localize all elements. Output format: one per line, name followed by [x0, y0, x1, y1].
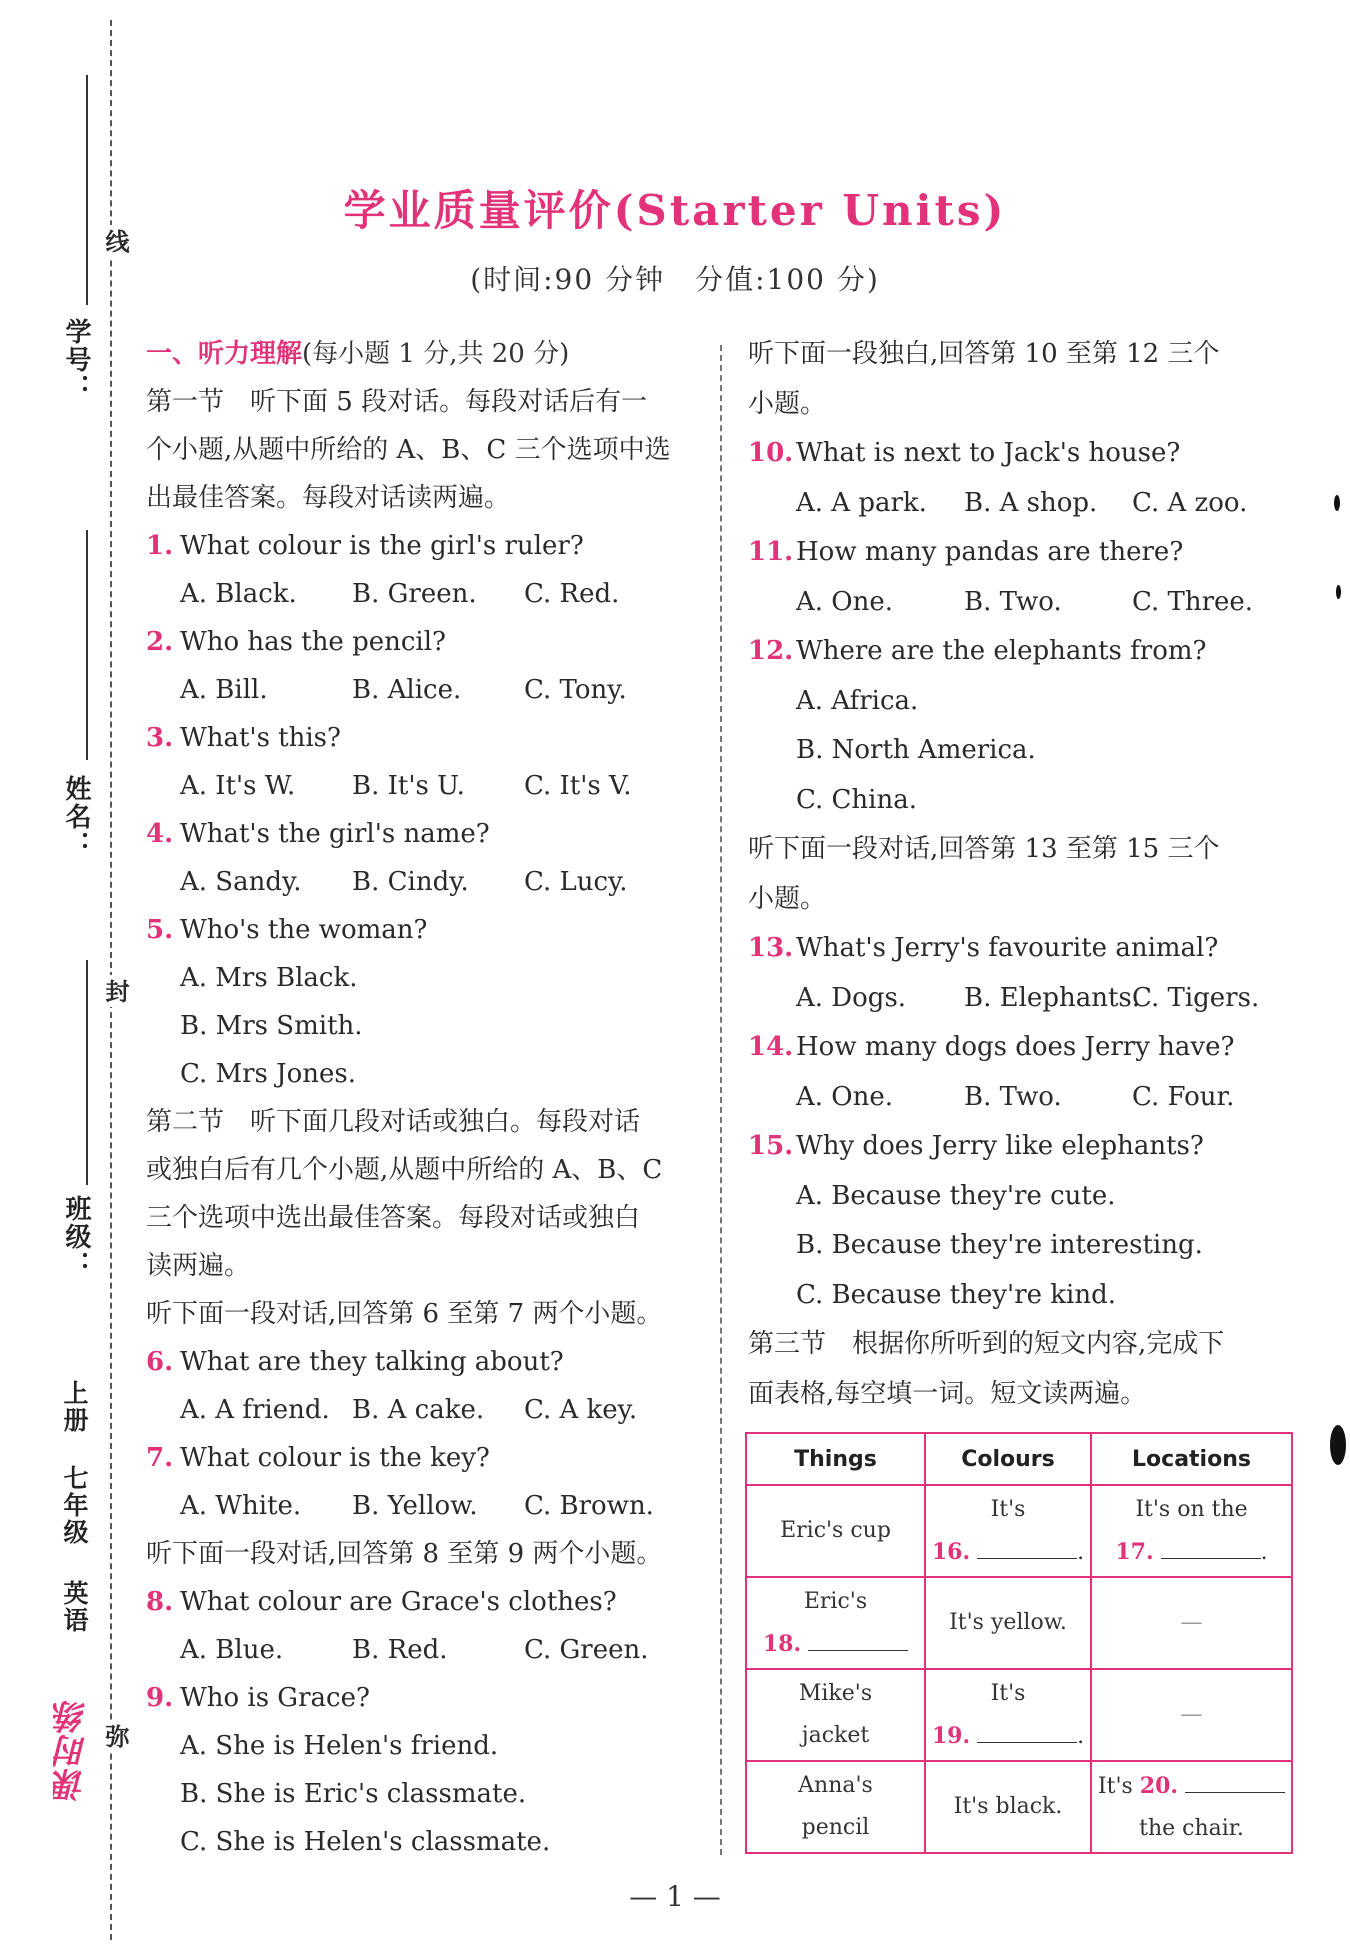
location-prefix: It's on the — [1135, 1496, 1248, 1522]
part1-instruction-2: 个小题,从题中所给的 A、B、C 三个选项中选 — [146, 435, 671, 465]
intro-6-7: 听下面一段对话,回答第 6 至第 7 两个小题。 — [146, 1299, 663, 1329]
option-b[interactable]: B. Two. — [964, 1081, 1062, 1112]
blank-19[interactable]: 19. . — [927, 1715, 1089, 1758]
thing-cell: Eric's cup — [746, 1485, 925, 1577]
question-number: 8. — [146, 1587, 174, 1617]
option-b[interactable]: B. A cake. — [352, 1395, 485, 1425]
colour-cell — [925, 1669, 1091, 1761]
brand-logo: 课时练 — [53, 1700, 93, 1802]
location-cell — [1091, 1485, 1292, 1577]
option-b[interactable]: B. North America. — [796, 735, 1036, 765]
options-14 — [748, 1073, 1308, 1123]
option-b[interactable]: B. It's U. — [352, 771, 465, 801]
thing-line-2: pencil — [801, 1815, 870, 1840]
question-11 — [748, 528, 1308, 578]
option-b[interactable]: B. A shop. — [964, 487, 1098, 518]
colour-prefix: It's — [990, 1496, 1026, 1522]
question-13 — [748, 924, 1308, 974]
option-a[interactable]: A. One. — [796, 1081, 894, 1112]
question-text: What colour is the key? — [180, 1443, 490, 1473]
intro-13-15-b: 小题。 — [748, 883, 827, 914]
blank-number: 16. — [931, 1538, 971, 1565]
option-b[interactable]: B. She is Eric's classmate. — [180, 1779, 527, 1809]
blank-number: 20. — [1139, 1772, 1179, 1799]
option-a[interactable]: A. Because they're cute. — [796, 1180, 1116, 1211]
options-2 — [146, 666, 696, 714]
option-c[interactable]: C. China. — [796, 784, 917, 815]
option-c[interactable]: C. Mrs Jones. — [180, 1059, 356, 1089]
question-text: What's this? — [180, 723, 341, 753]
scan-speck — [1336, 585, 1341, 599]
question-text: Who's the woman? — [180, 915, 428, 945]
header-locations: Locations — [1091, 1433, 1292, 1485]
question-text: Why does Jerry like elephants? — [796, 1131, 1204, 1161]
option-c[interactable]: C. Tony. — [524, 675, 627, 705]
subject-label: 英语 — [60, 1580, 89, 1634]
question-text: What's the girl's name? — [180, 819, 490, 849]
cut-char-mi: 弥 — [98, 1720, 133, 1752]
option-c[interactable]: C. Green. — [524, 1635, 649, 1665]
option-c[interactable]: C. Lucy. — [524, 867, 628, 897]
question-text: Who has the pencil? — [180, 627, 446, 657]
right-column — [748, 330, 1308, 1419]
question-text: Where are the elephants from? — [796, 636, 1207, 666]
blank-17[interactable]: 17. . — [1093, 1531, 1290, 1574]
question-2 — [146, 618, 696, 666]
exam-info: (时间:90 分钟 分值:100 分) — [470, 263, 880, 296]
part2-instruction-1: 第二节 听下面几段对话或独白。每段对话 — [146, 1107, 641, 1137]
option-c[interactable]: C. Red. — [524, 579, 620, 609]
colour-cell — [925, 1485, 1091, 1577]
question-number: 7. — [146, 1443, 174, 1473]
options-7 — [146, 1482, 696, 1530]
page-title: 学业质量评价(Starter Units) — [343, 186, 1007, 235]
scan-speck — [1330, 1425, 1346, 1465]
question-7 — [146, 1434, 696, 1482]
page-number: — 1 — — [629, 1880, 721, 1913]
table-row — [746, 1761, 1292, 1853]
intro-10-12-b: 小题。 — [748, 388, 827, 419]
options-8 — [146, 1626, 696, 1674]
option-a[interactable]: A. White. — [180, 1491, 302, 1521]
option-a[interactable]: A. She is Helen's friend. — [180, 1731, 499, 1761]
question-number: 11. — [748, 537, 794, 567]
location-cell — [1091, 1761, 1292, 1853]
option-c[interactable]: C. A key. — [524, 1395, 638, 1425]
colour-prefix: It's — [990, 1680, 1026, 1706]
question-number: 5. — [146, 915, 174, 945]
question-number: 6. — [146, 1347, 174, 1377]
name-label: 姓名： — [61, 775, 91, 859]
question-text: What colour is the girl's ruler? — [180, 531, 584, 561]
blank-20[interactable] — [1093, 1765, 1290, 1808]
question-1 — [146, 522, 696, 570]
question-10 — [748, 429, 1308, 479]
question-5 — [146, 906, 696, 954]
volume-label: 上册 — [60, 1380, 89, 1434]
option-b[interactable]: B. Elephants. — [964, 982, 1141, 1013]
option-a[interactable]: A. Mrs Black. — [180, 963, 358, 993]
thing-cell — [746, 1761, 925, 1853]
question-8 — [146, 1578, 696, 1626]
thing-cell — [746, 1577, 925, 1669]
question-text: How many pandas are there? — [796, 537, 1184, 567]
question-text: What colour are Grace's clothes? — [180, 1587, 617, 1617]
question-number: 10. — [748, 438, 794, 468]
table-row — [746, 1577, 1292, 1669]
class-label: 班级： — [61, 1195, 91, 1279]
option-a[interactable]: A. Blue. — [180, 1635, 284, 1665]
question-14 — [748, 1023, 1308, 1073]
header-things: Things — [746, 1433, 925, 1485]
table-row — [746, 1485, 1292, 1577]
section-note: (每小题 1 分,共 20 分) — [302, 339, 570, 369]
blank-number: 17. — [1115, 1538, 1154, 1565]
intro-13-15-a: 听下面一段对话,回答第 13 至第 15 三个 — [748, 834, 1220, 864]
cut-char-feng: 封 — [98, 975, 133, 1007]
option-a[interactable]: A. A friend. — [180, 1395, 330, 1425]
question-text: What's Jerry's favourite animal? — [796, 933, 1219, 963]
option-c[interactable]: C. She is Helen's classmate. — [180, 1827, 551, 1857]
option-b[interactable]: B. Cindy. — [352, 867, 469, 897]
option-c[interactable]: C. Because they're kind. — [796, 1279, 1117, 1310]
option-a[interactable]: A. It's W. — [180, 771, 296, 801]
option-b[interactable]: B. Alice. — [352, 675, 462, 705]
options-3 — [146, 762, 696, 810]
question-number: 13. — [748, 933, 794, 963]
part3-instruction-1: 第三节 根据你所听到的短文内容,完成下 — [748, 1329, 1225, 1359]
option-a[interactable]: A. Sandy. — [180, 867, 302, 897]
option-c[interactable]: C. A zoo. — [1132, 487, 1248, 518]
answer-blank[interactable] — [977, 1720, 1077, 1743]
question-text: What are they talking about? — [180, 1347, 564, 1377]
answer-blank[interactable] — [1185, 1770, 1285, 1793]
option-b[interactable]: B. Green. — [352, 579, 477, 609]
option-a[interactable]: A. Bill. — [180, 675, 268, 705]
question-4 — [146, 810, 696, 858]
option-b[interactable]: B. Mrs Smith. — [180, 1011, 363, 1041]
colour-cell: It's yellow. — [925, 1577, 1091, 1669]
options-1 — [146, 570, 696, 618]
question-number: 9. — [146, 1683, 174, 1713]
intro-8-9: 听下面一段对话,回答第 8 至第 9 两个小题。 — [146, 1539, 663, 1569]
blank-number: 19. — [931, 1722, 971, 1749]
option-a[interactable]: A. Dogs. — [796, 982, 907, 1013]
thing-line-1: Anna's — [798, 1773, 873, 1798]
option-a[interactable]: A. A park. — [796, 487, 927, 518]
question-9 — [146, 1674, 696, 1722]
question-number: 4. — [146, 819, 174, 849]
question-number: 1. — [146, 531, 174, 561]
thing-line-2: jacket — [801, 1723, 870, 1748]
question-number: 14. — [748, 1032, 794, 1062]
option-b[interactable]: B. Yellow. — [352, 1491, 478, 1521]
part3-instruction-2: 面表格,每空填一词。短文读两遍。 — [748, 1378, 1147, 1409]
question-12 — [748, 627, 1308, 677]
part2-instruction-4: 读两遍。 — [146, 1251, 251, 1281]
fill-in-table — [745, 1432, 1293, 1854]
question-text: What is next to Jack's house? — [796, 438, 1181, 468]
question-3 — [146, 714, 696, 762]
option-a[interactable]: A. One. — [796, 586, 894, 617]
question-number: 12. — [748, 636, 794, 666]
column-divider — [720, 345, 722, 1855]
location-cell: — — [1091, 1669, 1292, 1761]
question-number: 2. — [146, 627, 174, 657]
student-id-label: 学号： — [61, 318, 91, 402]
options-10 — [748, 479, 1308, 529]
blank-number: 18. — [762, 1630, 802, 1657]
question-text: Who is Grace? — [180, 1683, 370, 1713]
location-prefix: It's — [1097, 1773, 1133, 1799]
options-11 — [748, 578, 1308, 628]
thing-cell — [746, 1669, 925, 1761]
answer-blank[interactable] — [977, 1536, 1077, 1559]
intro-10-12-a: 听下面一段独白,回答第 10 至第 12 三个 — [748, 339, 1220, 369]
option-b[interactable]: B. Because they're interesting. — [796, 1230, 1203, 1260]
grade-label: 七年级 — [60, 1465, 89, 1546]
table-header-row — [746, 1433, 1292, 1485]
question-6 — [146, 1338, 696, 1386]
scan-speck — [1334, 495, 1340, 511]
options-4 — [146, 858, 696, 906]
option-b[interactable]: B. Red. — [352, 1635, 448, 1665]
option-c[interactable]: C. Four. — [1132, 1081, 1235, 1112]
part1-instruction-1: 第一节 听下面 5 段对话。每段对话后有一 — [146, 387, 648, 417]
section-heading — [146, 330, 696, 378]
blank-16[interactable]: 16. . — [927, 1531, 1089, 1574]
location-cell: — — [1091, 1577, 1292, 1669]
colour-cell: It's black. — [925, 1761, 1091, 1853]
option-c[interactable]: C. Three. — [1132, 586, 1254, 617]
option-c[interactable]: C. Brown. — [524, 1491, 654, 1521]
options-13 — [748, 974, 1308, 1024]
blank-18[interactable] — [748, 1623, 923, 1666]
question-number: 3. — [146, 723, 174, 753]
part2-instruction-3: 三个选项中选出最佳答案。每段对话或独白 — [146, 1203, 641, 1233]
answer-blank[interactable] — [1161, 1536, 1261, 1559]
table-row — [746, 1669, 1292, 1761]
question-15 — [748, 1122, 1308, 1172]
thing-prefix: Eric's — [803, 1588, 868, 1614]
option-c[interactable]: C. Tigers. — [1132, 982, 1260, 1013]
class-line — [86, 960, 88, 1185]
options-6 — [146, 1386, 696, 1434]
question-text: How many dogs does Jerry have? — [796, 1032, 1235, 1062]
answer-blank[interactable] — [808, 1628, 908, 1651]
location-suffix: the chair. — [1139, 1815, 1244, 1841]
header-colours: Colours — [925, 1433, 1091, 1485]
part1-instruction-3: 出最佳答案。每段对话读两遍。 — [146, 483, 511, 513]
option-a[interactable]: A. Africa. — [796, 685, 919, 716]
part2-instruction-2: 或独白后有几个小题,从题中所给的 A、B、C — [146, 1155, 663, 1185]
cut-char-xian: 线 — [98, 225, 133, 257]
section-title: 一、听力理解 — [146, 339, 303, 369]
question-number: 15. — [748, 1131, 794, 1161]
name-line — [86, 530, 88, 760]
option-b[interactable]: B. Two. — [964, 586, 1062, 617]
option-c[interactable]: C. It's V. — [524, 771, 632, 801]
thing-line-1: Mike's — [798, 1681, 873, 1706]
left-column — [146, 330, 696, 1866]
option-a[interactable]: A. Black. — [180, 579, 297, 609]
